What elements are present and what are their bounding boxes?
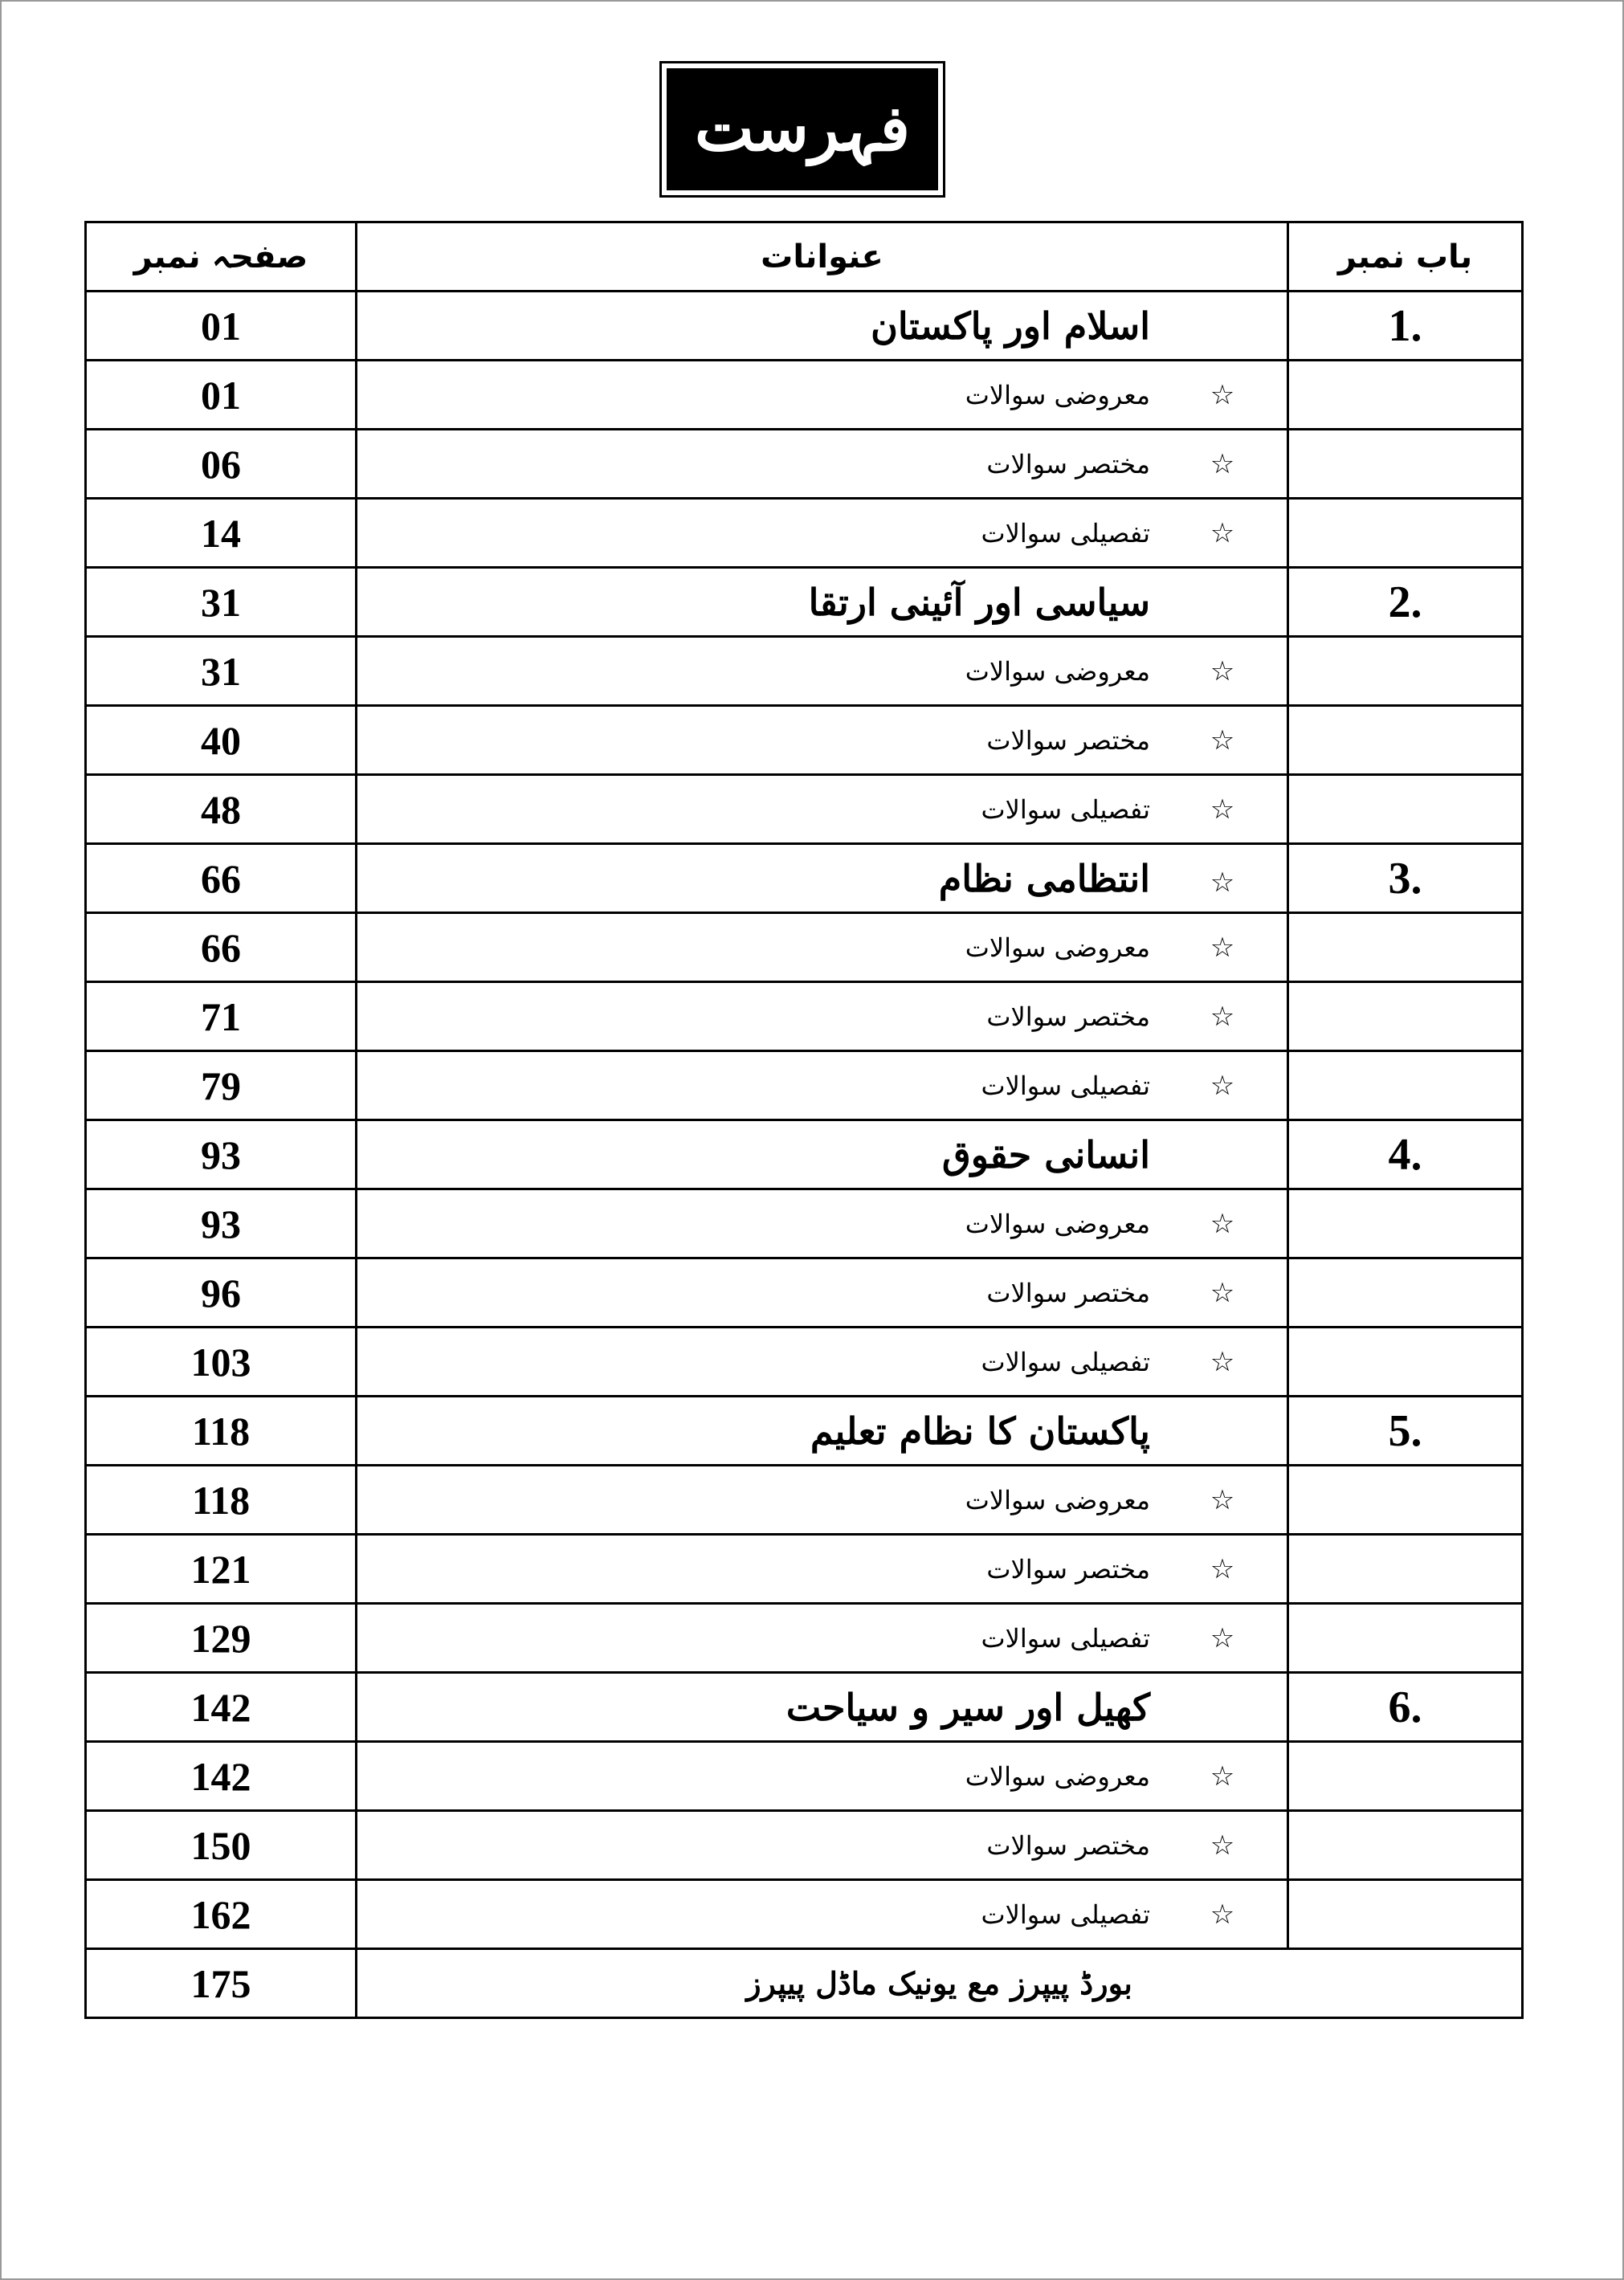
table-row	[86, 568, 1523, 637]
contents-body	[86, 292, 1523, 1949]
row-chapter-number: 3.	[1288, 844, 1523, 913]
row-chapter-number	[1288, 1328, 1523, 1397]
row-chapter-number	[1288, 1466, 1523, 1535]
row-chapter-number	[1288, 706, 1523, 775]
row-chapter-number	[1288, 499, 1523, 568]
table-row	[86, 1673, 1523, 1742]
chapter-title: سیاسی اور آئینی ارتقا	[808, 580, 1150, 624]
row-page-number: 118	[86, 1397, 357, 1466]
row-page-number: 66	[86, 913, 357, 982]
row-chapter-number	[1288, 1258, 1523, 1328]
row-chapter-number: 6.	[1288, 1673, 1523, 1742]
star-icon: ☆	[1210, 1345, 1235, 1378]
table-row	[86, 292, 1523, 361]
star-icon: ☆	[1210, 447, 1235, 480]
star-icon: ☆	[1210, 724, 1235, 757]
row-page-number: 142	[86, 1673, 357, 1742]
contents-table	[84, 221, 1524, 2019]
row-page-number: 01	[86, 292, 357, 361]
table-header-row	[86, 222, 1523, 292]
star-icon: ☆	[1210, 1207, 1235, 1240]
chapter-title: انسانی حقوق	[942, 1132, 1150, 1177]
title-banner	[667, 68, 938, 190]
table-row	[86, 1604, 1523, 1673]
row-chapter-number: 4.	[1288, 1120, 1523, 1189]
row-chapter-number	[1288, 637, 1523, 706]
table-row	[86, 1258, 1523, 1328]
subtopic-label: معروضی سوالات	[965, 1208, 1150, 1239]
row-page-number: 31	[86, 568, 357, 637]
subtopic-label: تفصیلی سوالات	[981, 517, 1150, 549]
table-row	[86, 706, 1523, 775]
row-page-number: 175	[86, 1949, 357, 2018]
star-icon: ☆	[1210, 378, 1235, 411]
table-row	[86, 1811, 1523, 1880]
row-topic: بورڈ پیپرز مع یونیک ماڈل پیپرز	[357, 1949, 1523, 2018]
row-page-number: 96	[86, 1258, 357, 1328]
row-page-number: 66	[86, 844, 357, 913]
subtopic-label: مختصر سوالات	[986, 724, 1150, 756]
star-icon: ☆	[1210, 1069, 1235, 1102]
header-page-no: صفحہ نمبر	[86, 222, 357, 292]
subtopic-cell	[357, 430, 1288, 499]
row-chapter-number	[1288, 1604, 1523, 1673]
subtopic-label: تفصیلی سوالات	[981, 1070, 1150, 1101]
subtopic-cell	[357, 1742, 1288, 1811]
row-page-number: 06	[86, 430, 357, 499]
table-row	[86, 1466, 1523, 1535]
row-chapter-number	[1288, 1880, 1523, 1949]
row-chapter-number	[1288, 913, 1523, 982]
row-page-number: 48	[86, 775, 357, 844]
subtopic-cell	[357, 1880, 1288, 1949]
row-page-number: 142	[86, 1742, 357, 1811]
table-row	[86, 499, 1523, 568]
subtopic-cell	[357, 1051, 1288, 1120]
table-row	[86, 1120, 1523, 1189]
star-icon: ☆	[1210, 1483, 1235, 1516]
chapter-title: کھیل اور سیر و سیاحت	[785, 1685, 1150, 1729]
star-icon: ☆	[1210, 931, 1235, 964]
subtopic-label: مختصر سوالات	[986, 1553, 1150, 1585]
subtopic-cell	[357, 913, 1288, 982]
row-chapter-number	[1288, 430, 1523, 499]
subtopic-cell	[357, 1466, 1288, 1535]
chapter-title-cell	[357, 1120, 1288, 1189]
chapter-title-cell	[357, 844, 1288, 913]
table-row	[86, 637, 1523, 706]
star-icon: ☆	[1210, 1276, 1235, 1309]
subtopic-label: مختصر سوالات	[986, 448, 1150, 479]
chapter-title-cell	[357, 1673, 1288, 1742]
star-icon: ☆	[1210, 655, 1235, 687]
star-icon: ☆	[1210, 1898, 1235, 1931]
row-page-number: 118	[86, 1466, 357, 1535]
row-chapter-number	[1288, 1535, 1523, 1604]
table-row	[86, 430, 1523, 499]
table-row	[86, 1535, 1523, 1604]
subtopic-label: مختصر سوالات	[986, 1277, 1150, 1308]
subtopic-label: معروضی سوالات	[965, 1484, 1150, 1515]
row-page-number: 71	[86, 982, 357, 1051]
row-chapter-number	[1288, 775, 1523, 844]
star-icon: ☆	[1210, 1829, 1235, 1862]
row-page-number: 79	[86, 1051, 357, 1120]
subtopic-cell	[357, 1811, 1288, 1880]
star-icon: ☆	[1210, 1760, 1235, 1793]
subtopic-cell	[357, 1328, 1288, 1397]
subtopic-cell	[357, 706, 1288, 775]
row-chapter-number	[1288, 982, 1523, 1051]
row-page-number: 01	[86, 361, 357, 430]
table-row-board-papers	[86, 1949, 1523, 2018]
subtopic-label: تفصیلی سوالات	[981, 1899, 1150, 1930]
subtopic-cell	[357, 1258, 1288, 1328]
table-row	[86, 913, 1523, 982]
subtopic-label: مختصر سوالات	[986, 1829, 1150, 1861]
subtopic-cell	[357, 637, 1288, 706]
chapter-title-cell	[357, 568, 1288, 637]
table-row	[86, 1328, 1523, 1397]
subtopic-cell	[357, 361, 1288, 430]
row-chapter-number	[1288, 1742, 1523, 1811]
row-page-number: 103	[86, 1328, 357, 1397]
table-row	[86, 1189, 1523, 1258]
row-page-number: 150	[86, 1811, 357, 1880]
row-page-number: 93	[86, 1120, 357, 1189]
subtopic-label: تفصیلی سوالات	[981, 1622, 1150, 1654]
subtopic-label: معروضی سوالات	[965, 655, 1150, 687]
star-icon: ☆	[1210, 866, 1235, 899]
table-row	[86, 775, 1523, 844]
row-chapter-number	[1288, 1811, 1523, 1880]
row-page-number: 93	[86, 1189, 357, 1258]
star-icon: ☆	[1210, 1552, 1235, 1585]
header-chapter-no: باب نمبر	[1288, 222, 1523, 292]
row-page-number: 31	[86, 637, 357, 706]
subtopic-cell	[357, 499, 1288, 568]
row-page-number: 121	[86, 1535, 357, 1604]
row-chapter-number	[1288, 361, 1523, 430]
subtopic-cell	[357, 1535, 1288, 1604]
row-page-number: 129	[86, 1604, 357, 1673]
table-row	[86, 982, 1523, 1051]
page-title: فہرست	[695, 92, 910, 165]
subtopic-label: تفصیلی سوالات	[981, 793, 1150, 825]
chapter-title-cell	[357, 1397, 1288, 1466]
row-page-number: 40	[86, 706, 357, 775]
subtopic-label: معروضی سوالات	[965, 379, 1150, 410]
table-row	[86, 1742, 1523, 1811]
star-icon: ☆	[1210, 1000, 1235, 1033]
subtopic-label: مختصر سوالات	[986, 1001, 1150, 1032]
subtopic-cell	[357, 775, 1288, 844]
subtopic-cell	[357, 1189, 1288, 1258]
row-page-number: 14	[86, 499, 357, 568]
row-chapter-number	[1288, 1051, 1523, 1120]
chapter-title-cell	[357, 292, 1288, 361]
chapter-title: اسلام اور پاکستان	[871, 304, 1150, 348]
star-icon: ☆	[1210, 516, 1235, 549]
row-chapter-number: 1.	[1288, 292, 1523, 361]
row-chapter-number: 2.	[1288, 568, 1523, 637]
header-topics: عنوانات	[357, 222, 1288, 292]
title-box	[659, 61, 945, 198]
table-row	[86, 361, 1523, 430]
table-row	[86, 844, 1523, 913]
star-icon: ☆	[1210, 1621, 1235, 1654]
subtopic-label: معروضی سوالات	[965, 932, 1150, 963]
table-row	[86, 1880, 1523, 1949]
subtopic-cell	[357, 982, 1288, 1051]
subtopic-cell	[357, 1604, 1288, 1673]
chapter-title: پاکستان کا نظام تعلیم	[810, 1409, 1150, 1453]
row-chapter-number	[1288, 1189, 1523, 1258]
row-page-number: 162	[86, 1880, 357, 1949]
table-row	[86, 1397, 1523, 1466]
star-icon: ☆	[1210, 793, 1235, 826]
subtopic-label: تفصیلی سوالات	[981, 1346, 1150, 1377]
table-row	[86, 1051, 1523, 1120]
subtopic-label: معروضی سوالات	[965, 1760, 1150, 1792]
row-chapter-number: 5.	[1288, 1397, 1523, 1466]
chapter-title: انتظامی نظام	[938, 856, 1150, 900]
